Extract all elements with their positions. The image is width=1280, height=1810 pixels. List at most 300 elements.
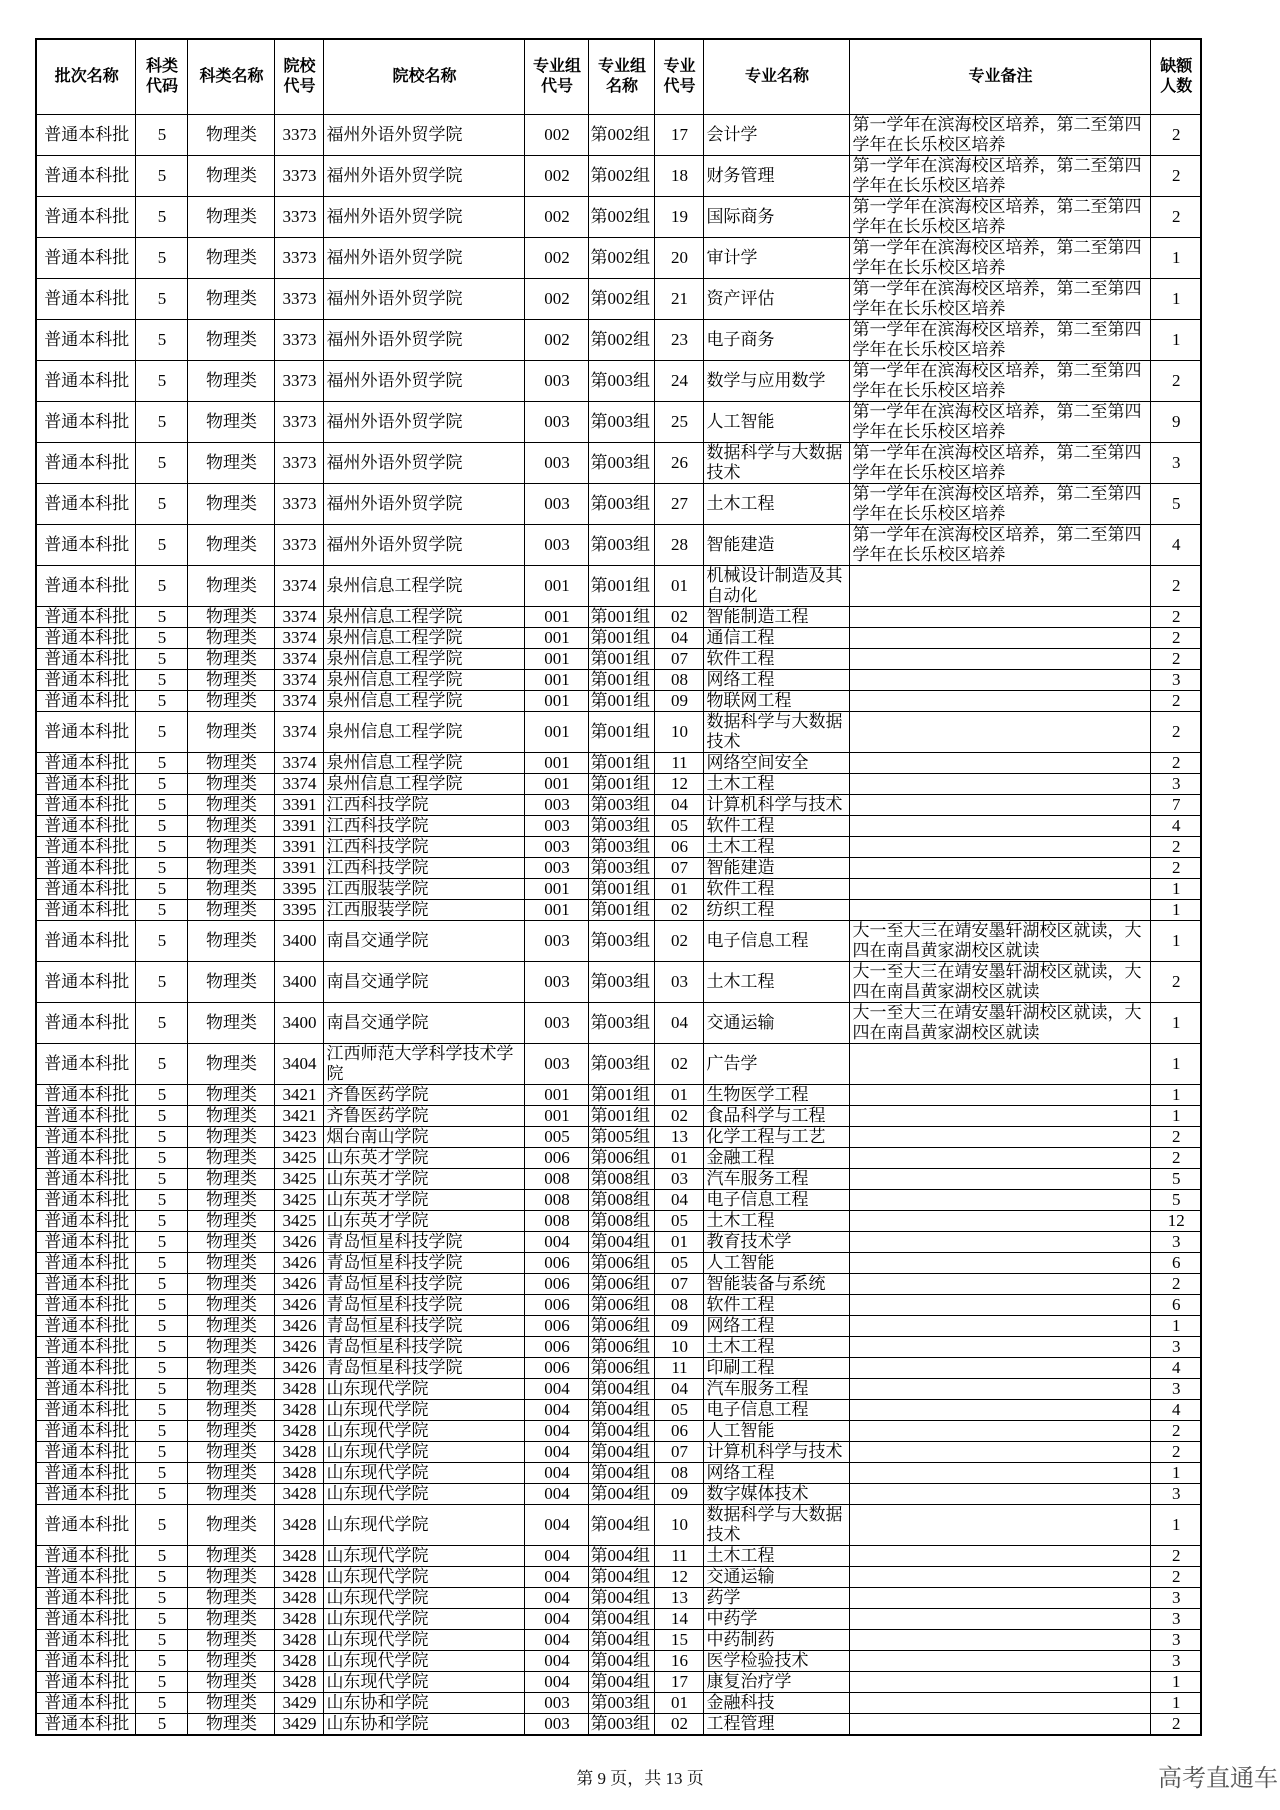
cell-subject-code: 5	[135, 795, 187, 816]
cell-school-name: 福州外语外贸学院	[323, 197, 524, 238]
cell-group-code: 004	[524, 1609, 588, 1630]
table-row	[36, 900, 1201, 921]
cell-school-name: 泉州信息工程学院	[323, 607, 524, 628]
cell-vacancy-count: 1	[1150, 279, 1201, 320]
table-row	[36, 774, 1201, 795]
table-row	[36, 197, 1201, 238]
cell-vacancy-count: 1	[1150, 1106, 1201, 1127]
cell-school-name: 青岛恒星科技学院	[323, 1295, 524, 1316]
cell-major-remark: 第一学年在滨海校区培养，第二至第四学年在长乐校区培养	[849, 525, 1150, 566]
cell-major-code: 02	[654, 921, 703, 962]
cell-group-code: 003	[524, 525, 588, 566]
cell-subject-code: 5	[135, 1274, 187, 1295]
cell-major-name: 网络工程	[703, 1316, 849, 1337]
cell-vacancy-count: 2	[1150, 1714, 1201, 1736]
cell-vacancy-count: 2	[1150, 607, 1201, 628]
cell-subject-name: 物理类	[187, 1630, 274, 1651]
cell-subject-code: 5	[135, 1630, 187, 1651]
cell-group-name: 第008组	[588, 1169, 654, 1190]
cell-major-code: 03	[654, 1169, 703, 1190]
header-label: 专业代号	[663, 58, 696, 95]
cell-batch-name: 普通本科批	[36, 525, 135, 566]
cell-vacancy-count: 1	[1150, 1044, 1201, 1085]
header-label: 专业组名称	[598, 58, 647, 95]
cell-major-name: 土木工程	[703, 1337, 849, 1358]
cell-group-code: 008	[524, 1211, 588, 1232]
table-row	[36, 1609, 1201, 1630]
cell-vacancy-count: 1	[1150, 900, 1201, 921]
cell-school-code: 3373	[274, 115, 323, 156]
header-subject-name	[187, 39, 274, 115]
cell-school-name: 福州外语外贸学院	[323, 484, 524, 525]
cell-subject-name: 物理类	[187, 525, 274, 566]
cell-batch-name: 普通本科批	[36, 1609, 135, 1630]
cell-subject-code: 5	[135, 1442, 187, 1463]
cell-major-remark	[849, 1484, 1150, 1505]
cell-subject-name: 物理类	[187, 197, 274, 238]
cell-major-name: 汽车服务工程	[703, 1169, 849, 1190]
cell-school-code: 3373	[274, 197, 323, 238]
cell-vacancy-count: 4	[1150, 1400, 1201, 1421]
cell-subject-name: 物理类	[187, 1337, 274, 1358]
cell-batch-name: 普通本科批	[36, 443, 135, 484]
cell-major-name: 审计学	[703, 238, 849, 279]
cell-vacancy-count: 1	[1150, 320, 1201, 361]
cell-school-name: 江西科技学院	[323, 837, 524, 858]
cell-major-remark	[849, 1421, 1150, 1442]
cell-school-name: 山东现代学院	[323, 1442, 524, 1463]
cell-major-code: 05	[654, 816, 703, 837]
cell-group-code: 004	[524, 1400, 588, 1421]
cell-subject-name: 物理类	[187, 1127, 274, 1148]
cell-group-name: 第006组	[588, 1253, 654, 1274]
header-label: 科类名称	[199, 68, 264, 85]
cell-subject-code: 5	[135, 774, 187, 795]
cell-batch-name: 普通本科批	[36, 795, 135, 816]
cell-school-code: 3428	[274, 1484, 323, 1505]
header-batch-name	[36, 39, 135, 115]
cell-school-code: 3426	[274, 1274, 323, 1295]
table-row	[36, 1588, 1201, 1609]
cell-subject-code: 5	[135, 1714, 187, 1736]
cell-batch-name: 普通本科批	[36, 691, 135, 712]
cell-vacancy-count: 2	[1150, 1148, 1201, 1169]
cell-major-name: 网络工程	[703, 1463, 849, 1484]
cell-major-code: 27	[654, 484, 703, 525]
cell-group-code: 001	[524, 607, 588, 628]
cell-subject-name: 物理类	[187, 1190, 274, 1211]
cell-school-name: 南昌交通学院	[323, 962, 524, 1003]
cell-school-name: 泉州信息工程学院	[323, 712, 524, 753]
cell-subject-code: 5	[135, 1106, 187, 1127]
cell-group-code: 005	[524, 1127, 588, 1148]
cell-major-remark: 第一学年在滨海校区培养，第二至第四学年在长乐校区培养	[849, 361, 1150, 402]
cell-major-name: 土木工程	[703, 1546, 849, 1567]
cell-major-remark: 第一学年在滨海校区培养，第二至第四学年在长乐校区培养	[849, 156, 1150, 197]
table-row	[36, 649, 1201, 670]
cell-school-code: 3374	[274, 649, 323, 670]
cell-group-code: 003	[524, 443, 588, 484]
cell-group-code: 003	[524, 484, 588, 525]
cell-major-code: 08	[654, 1295, 703, 1316]
table-row	[36, 320, 1201, 361]
cell-group-name: 第003组	[588, 1714, 654, 1736]
cell-subject-code: 5	[135, 1651, 187, 1672]
cell-batch-name: 普通本科批	[36, 1463, 135, 1484]
cell-major-code: 06	[654, 1421, 703, 1442]
cell-major-remark	[849, 1253, 1150, 1274]
cell-batch-name: 普通本科批	[36, 1400, 135, 1421]
table-row	[36, 443, 1201, 484]
header-label: 批次名称	[54, 68, 119, 85]
cell-school-name: 泉州信息工程学院	[323, 649, 524, 670]
cell-major-name: 药学	[703, 1588, 849, 1609]
cell-major-name: 金融工程	[703, 1148, 849, 1169]
table-row	[36, 607, 1201, 628]
cell-major-remark	[849, 1127, 1150, 1148]
cell-vacancy-count: 2	[1150, 753, 1201, 774]
cell-group-name: 第001组	[588, 900, 654, 921]
cell-major-code: 02	[654, 1044, 703, 1085]
cell-batch-name: 普通本科批	[36, 712, 135, 753]
cell-vacancy-count: 2	[1150, 712, 1201, 753]
cell-group-name: 第004组	[588, 1672, 654, 1693]
cell-group-name: 第004组	[588, 1379, 654, 1400]
cell-school-code: 3373	[274, 402, 323, 443]
cell-school-code: 3428	[274, 1421, 323, 1442]
cell-batch-name: 普通本科批	[36, 1169, 135, 1190]
header-label: 专业备注	[968, 68, 1033, 85]
cell-group-code: 003	[524, 402, 588, 443]
cell-batch-name: 普通本科批	[36, 1253, 135, 1274]
cell-group-code: 004	[524, 1379, 588, 1400]
cell-vacancy-count: 2	[1150, 156, 1201, 197]
cell-subject-code: 5	[135, 837, 187, 858]
cell-subject-code: 5	[135, 670, 187, 691]
cell-subject-code: 5	[135, 921, 187, 962]
cell-subject-name: 物理类	[187, 279, 274, 320]
cell-major-remark	[849, 1044, 1150, 1085]
cell-major-name: 电子信息工程	[703, 1190, 849, 1211]
cell-major-remark	[849, 649, 1150, 670]
cell-school-name: 青岛恒星科技学院	[323, 1316, 524, 1337]
table-row	[36, 1253, 1201, 1274]
cell-subject-code: 5	[135, 1211, 187, 1232]
cell-school-name: 山东现代学院	[323, 1505, 524, 1546]
cell-subject-code: 5	[135, 1085, 187, 1106]
table-row	[36, 670, 1201, 691]
cell-subject-code: 5	[135, 1567, 187, 1588]
cell-group-name: 第006组	[588, 1148, 654, 1169]
cell-group-name: 第004组	[588, 1546, 654, 1567]
cell-batch-name: 普通本科批	[36, 361, 135, 402]
cell-subject-code: 5	[135, 649, 187, 670]
cell-school-code: 3428	[274, 1505, 323, 1546]
table-row	[36, 921, 1201, 962]
cell-subject-code: 5	[135, 1337, 187, 1358]
cell-major-code: 15	[654, 1630, 703, 1651]
cell-school-code: 3374	[274, 670, 323, 691]
cell-group-code: 002	[524, 115, 588, 156]
cell-major-name: 计算机科学与技术	[703, 1442, 849, 1463]
cell-school-code: 3425	[274, 1148, 323, 1169]
cell-group-code: 006	[524, 1295, 588, 1316]
cell-major-name: 软件工程	[703, 879, 849, 900]
cell-major-name: 数字媒体技术	[703, 1484, 849, 1505]
cell-subject-code: 5	[135, 1505, 187, 1546]
cell-subject-name: 物理类	[187, 320, 274, 361]
cell-major-name: 土木工程	[703, 484, 849, 525]
cell-vacancy-count: 3	[1150, 443, 1201, 484]
cell-major-name: 土木工程	[703, 837, 849, 858]
cell-group-code: 008	[524, 1190, 588, 1211]
cell-school-code: 3391	[274, 795, 323, 816]
cell-batch-name: 普通本科批	[36, 837, 135, 858]
table-row	[36, 1546, 1201, 1567]
cell-vacancy-count: 3	[1150, 1609, 1201, 1630]
cell-school-name: 青岛恒星科技学院	[323, 1232, 524, 1253]
cell-group-code: 006	[524, 1274, 588, 1295]
cell-major-remark: 大一至大三在靖安墨轩湖校区就读，大四在南昌黄家湖校区就读	[849, 962, 1150, 1003]
header-row	[36, 39, 1201, 115]
cell-subject-name: 物理类	[187, 1232, 274, 1253]
cell-group-name: 第004组	[588, 1442, 654, 1463]
cell-group-name: 第003组	[588, 443, 654, 484]
cell-batch-name: 普通本科批	[36, 962, 135, 1003]
cell-group-code: 003	[524, 921, 588, 962]
cell-vacancy-count: 2	[1150, 1274, 1201, 1295]
cell-major-name: 物联网工程	[703, 691, 849, 712]
header-label: 院校代号	[283, 58, 316, 95]
cell-major-name: 智能建造	[703, 858, 849, 879]
cell-major-code: 01	[654, 566, 703, 607]
cell-vacancy-count: 2	[1150, 962, 1201, 1003]
cell-school-code: 3395	[274, 879, 323, 900]
cell-batch-name: 普通本科批	[36, 1337, 135, 1358]
cell-school-name: 福州外语外贸学院	[323, 361, 524, 402]
table-row	[36, 361, 1201, 402]
table-row	[36, 1003, 1201, 1044]
cell-school-code: 3391	[274, 858, 323, 879]
cell-major-remark	[849, 1588, 1150, 1609]
cell-school-code: 3374	[274, 607, 323, 628]
cell-major-code: 24	[654, 361, 703, 402]
cell-school-name: 泉州信息工程学院	[323, 670, 524, 691]
cell-vacancy-count: 2	[1150, 1567, 1201, 1588]
cell-vacancy-count: 5	[1150, 484, 1201, 525]
table-row	[36, 1211, 1201, 1232]
cell-batch-name: 普通本科批	[36, 670, 135, 691]
cell-vacancy-count: 12	[1150, 1211, 1201, 1232]
cell-major-code: 10	[654, 712, 703, 753]
cell-batch-name: 普通本科批	[36, 156, 135, 197]
header-group-code	[524, 39, 588, 115]
cell-school-code: 3400	[274, 962, 323, 1003]
cell-major-name: 医学检验技术	[703, 1651, 849, 1672]
cell-major-code: 06	[654, 837, 703, 858]
cell-group-code: 004	[524, 1484, 588, 1505]
cell-group-name: 第003组	[588, 1003, 654, 1044]
cell-subject-name: 物理类	[187, 566, 274, 607]
cell-group-name: 第004组	[588, 1400, 654, 1421]
table-row	[36, 816, 1201, 837]
cell-batch-name: 普通本科批	[36, 1274, 135, 1295]
cell-group-code: 001	[524, 712, 588, 753]
table-row	[36, 628, 1201, 649]
cell-group-code: 002	[524, 197, 588, 238]
cell-school-code: 3428	[274, 1379, 323, 1400]
cell-vacancy-count: 2	[1150, 361, 1201, 402]
cell-major-code: 07	[654, 649, 703, 670]
cell-school-code: 3373	[274, 443, 323, 484]
table-row	[36, 962, 1201, 1003]
cell-major-code: 01	[654, 1232, 703, 1253]
cell-group-name: 第001组	[588, 1085, 654, 1106]
cell-major-name: 中药学	[703, 1609, 849, 1630]
cell-major-remark: 第一学年在滨海校区培养，第二至第四学年在长乐校区培养	[849, 197, 1150, 238]
cell-major-remark	[849, 712, 1150, 753]
cell-group-name: 第004组	[588, 1232, 654, 1253]
cell-batch-name: 普通本科批	[36, 1316, 135, 1337]
cell-major-code: 08	[654, 1463, 703, 1484]
cell-group-name: 第001组	[588, 566, 654, 607]
cell-school-name: 泉州信息工程学院	[323, 628, 524, 649]
table-row	[36, 1567, 1201, 1588]
cell-vacancy-count: 2	[1150, 197, 1201, 238]
cell-major-remark: 大一至大三在靖安墨轩湖校区就读，大四在南昌黄家湖校区就读	[849, 1003, 1150, 1044]
cell-major-code: 05	[654, 1211, 703, 1232]
cell-group-name: 第004组	[588, 1609, 654, 1630]
table-row	[36, 879, 1201, 900]
cell-school-code: 3373	[274, 525, 323, 566]
header-school-name	[323, 39, 524, 115]
cell-batch-name: 普通本科批	[36, 566, 135, 607]
cell-vacancy-count: 3	[1150, 1588, 1201, 1609]
cell-major-remark	[849, 1693, 1150, 1714]
cell-school-name: 福州外语外贸学院	[323, 115, 524, 156]
cell-group-name: 第001组	[588, 691, 654, 712]
cell-major-name: 智能装备与系统	[703, 1274, 849, 1295]
cell-major-code: 13	[654, 1127, 703, 1148]
cell-major-code: 10	[654, 1505, 703, 1546]
cell-subject-code: 5	[135, 279, 187, 320]
cell-school-code: 3421	[274, 1106, 323, 1127]
cell-subject-name: 物理类	[187, 1379, 274, 1400]
cell-school-name: 山东现代学院	[323, 1484, 524, 1505]
cell-major-name: 通信工程	[703, 628, 849, 649]
cell-major-name: 印刷工程	[703, 1358, 849, 1379]
cell-school-code: 3421	[274, 1085, 323, 1106]
cell-vacancy-count: 1	[1150, 1085, 1201, 1106]
cell-major-code: 02	[654, 1714, 703, 1736]
table-row	[36, 566, 1201, 607]
cell-batch-name: 普通本科批	[36, 649, 135, 670]
cell-major-code: 07	[654, 1274, 703, 1295]
cell-subject-name: 物理类	[187, 1148, 274, 1169]
cell-group-name: 第003组	[588, 837, 654, 858]
cell-group-name: 第002组	[588, 156, 654, 197]
cell-major-name: 人工智能	[703, 402, 849, 443]
cell-subject-name: 物理类	[187, 484, 274, 525]
cell-major-name: 交通运输	[703, 1003, 849, 1044]
cell-vacancy-count: 7	[1150, 795, 1201, 816]
cell-group-code: 002	[524, 156, 588, 197]
cell-subject-code: 5	[135, 1358, 187, 1379]
cell-major-remark	[849, 670, 1150, 691]
cell-major-name: 人工智能	[703, 1421, 849, 1442]
table-row	[36, 1044, 1201, 1085]
cell-vacancy-count: 3	[1150, 774, 1201, 795]
cell-subject-name: 物理类	[187, 1609, 274, 1630]
cell-major-code: 09	[654, 1316, 703, 1337]
cell-batch-name: 普通本科批	[36, 921, 135, 962]
cell-major-code: 05	[654, 1400, 703, 1421]
header-school-code	[274, 39, 323, 115]
cell-subject-code: 5	[135, 1379, 187, 1400]
cell-major-remark: 第一学年在滨海校区培养，第二至第四学年在长乐校区培养	[849, 443, 1150, 484]
cell-school-code: 3425	[274, 1190, 323, 1211]
cell-major-remark	[849, 1232, 1150, 1253]
cell-subject-name: 物理类	[187, 1169, 274, 1190]
cell-subject-name: 物理类	[187, 1714, 274, 1736]
cell-batch-name: 普通本科批	[36, 1148, 135, 1169]
cell-major-code: 25	[654, 402, 703, 443]
cell-major-remark	[849, 1295, 1150, 1316]
cell-major-name: 数据科学与大数据技术	[703, 443, 849, 484]
cell-major-name: 软件工程	[703, 816, 849, 837]
cell-batch-name: 普通本科批	[36, 1630, 135, 1651]
cell-major-name: 交通运输	[703, 1567, 849, 1588]
cell-school-name: 江西科技学院	[323, 858, 524, 879]
cell-school-name: 江西服装学院	[323, 879, 524, 900]
cell-subject-name: 物理类	[187, 879, 274, 900]
cell-major-remark	[849, 1651, 1150, 1672]
cell-group-code: 003	[524, 1044, 588, 1085]
cell-batch-name: 普通本科批	[36, 197, 135, 238]
cell-vacancy-count: 3	[1150, 1379, 1201, 1400]
cell-school-name: 南昌交通学院	[323, 1003, 524, 1044]
cell-major-code: 16	[654, 1651, 703, 1672]
cell-batch-name: 普通本科批	[36, 1127, 135, 1148]
cell-school-code: 3391	[274, 837, 323, 858]
cell-subject-name: 物理类	[187, 443, 274, 484]
cell-school-name: 青岛恒星科技学院	[323, 1358, 524, 1379]
cell-school-code: 3400	[274, 921, 323, 962]
cell-batch-name: 普通本科批	[36, 1232, 135, 1253]
cell-subject-code: 5	[135, 900, 187, 921]
cell-vacancy-count: 1	[1150, 921, 1201, 962]
cell-subject-name: 物理类	[187, 962, 274, 1003]
cell-school-code: 3404	[274, 1044, 323, 1085]
cell-major-remark	[849, 858, 1150, 879]
cell-group-code: 003	[524, 795, 588, 816]
cell-school-name: 青岛恒星科技学院	[323, 1274, 524, 1295]
cell-major-remark	[849, 879, 1150, 900]
cell-group-code: 003	[524, 837, 588, 858]
cell-subject-name: 物理类	[187, 238, 274, 279]
cell-vacancy-count: 1	[1150, 1672, 1201, 1693]
cell-subject-code: 5	[135, 1316, 187, 1337]
cell-school-name: 福州外语外贸学院	[323, 238, 524, 279]
cell-school-name: 青岛恒星科技学院	[323, 1253, 524, 1274]
cell-major-code: 09	[654, 691, 703, 712]
table-row	[36, 837, 1201, 858]
cell-vacancy-count: 6	[1150, 1295, 1201, 1316]
cell-subject-code: 5	[135, 858, 187, 879]
cell-major-code: 01	[654, 1085, 703, 1106]
cell-group-name: 第004组	[588, 1484, 654, 1505]
cell-group-code: 004	[524, 1505, 588, 1546]
